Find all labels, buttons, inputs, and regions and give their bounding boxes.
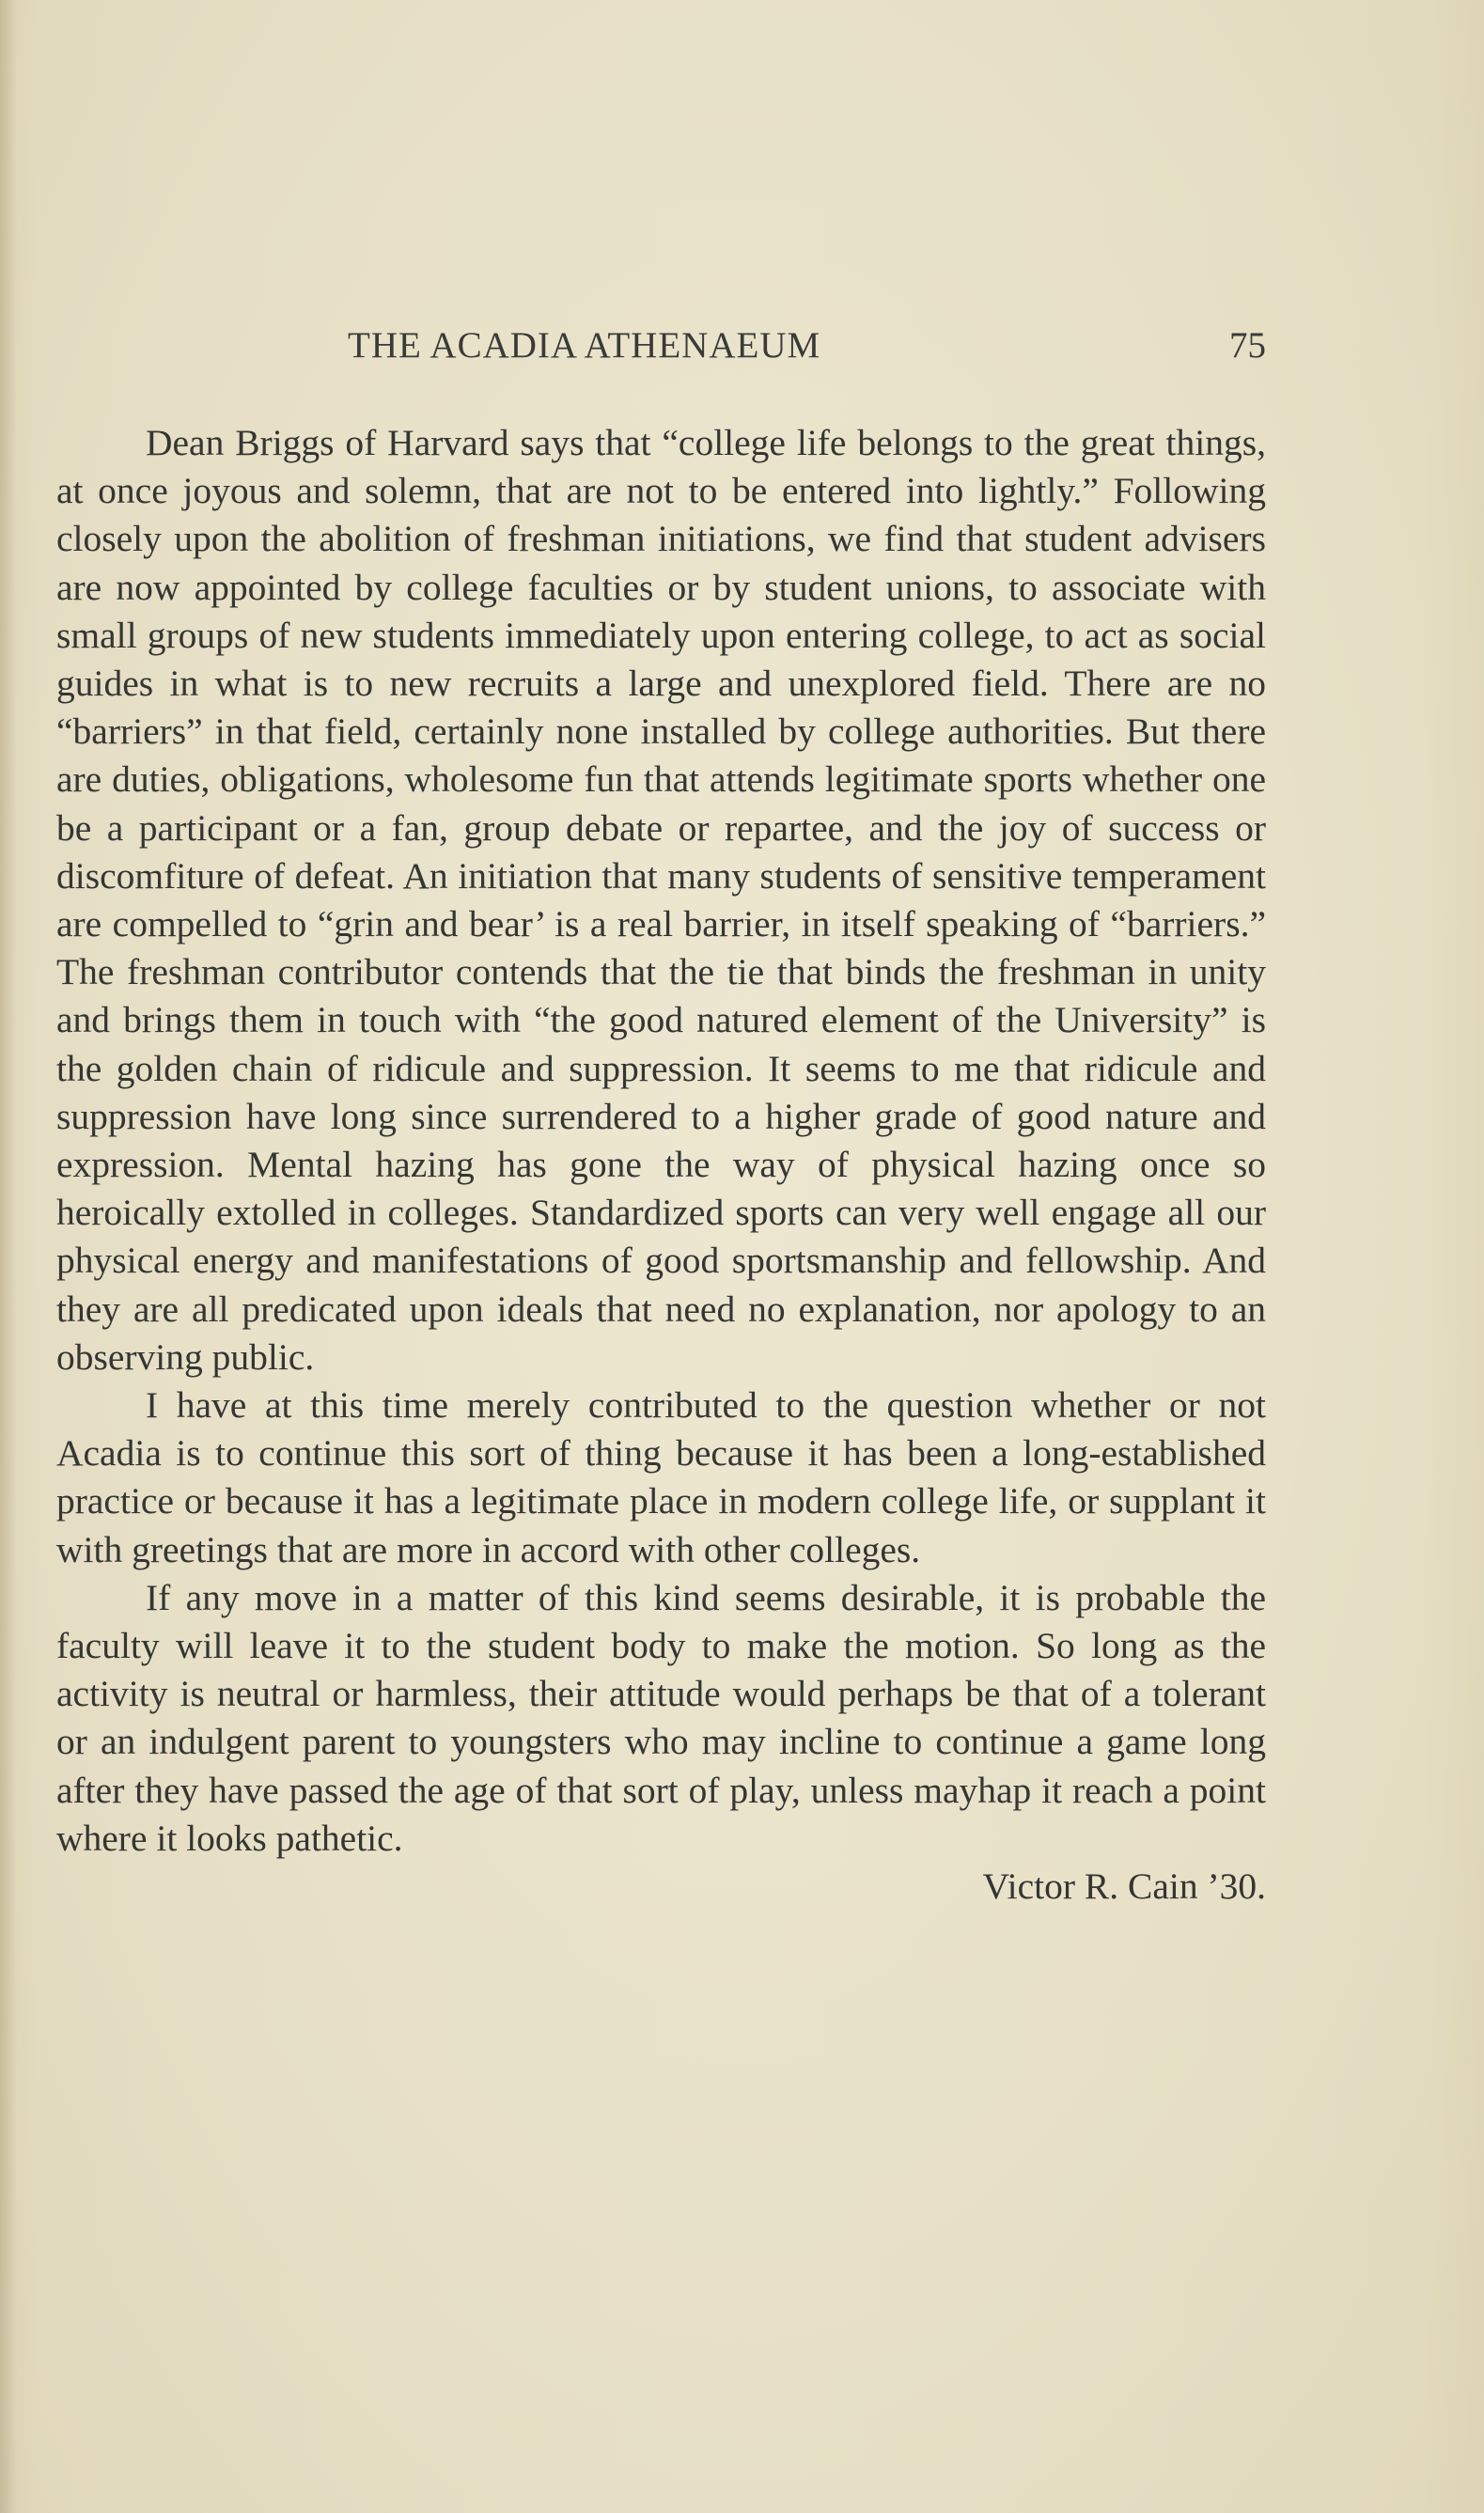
article-body — [56, 419, 1266, 1911]
page-edge-shadow — [0, 0, 17, 2513]
author-signature: Victor R. Cain ’30. — [982, 1865, 1266, 1908]
paragraph-1: Dean Briggs of Harvard says that “college life belongs to the great things, at once joyous and solemn, that are not to be entered into lightly.” Following closely upon the abolition of freshman initiations, we find that student advisers are now appointed by college faculties or by student unions, to associate with small groups of new students immediately upon entering college, to act as social guides in what is to new recruits a large and unexplored field. There are no “barriers” in that field, certainly none installed by college authorities. But there are duties, obligations, wholesome fun that attends legitimate sports whether one be a participant or a fan, group debate or repartee, and the joy of success or discomfiture of defeat. An initiation that many students of sensitive temperament are compelled to “grin and bear’ is a real barrier, in itself speaking of “barriers.” The freshman contributor contends that the tie that binds the freshman in unity and brings them in touch with “the good natured element of the University” is the golden chain of ridicule and suppression. It seems to me that ridicule and suppression have long since surrendered to a higher grade of good nature and expression. Mental hazing has gone the way of physical hazing once so heroically extolled in colleges. Standardized sports can very well engage all our physical energy and manifestations of good sportsmanship and fellowship. And they are all predicated upon ideals that need no explanation, nor apology to an observing public. — [56, 422, 1266, 1378]
page-number: 75 — [1229, 325, 1266, 366]
paragraph-2: I have at this time merely contributed to the question whether or not Acadia is to continue this sort of thing because it has been a long-established practice or because it has a legitimate place in modern college life, or supplant it with greetings that are more in accord with other colleges. — [56, 1384, 1266, 1570]
paragraph-3: If any move in a matter of this kind seems desirable, it is probable the faculty will leave it to the student body to make the motion. So long as the activity is neutral or harmless, their attitude would perhaps be that of a tolerant or an indulgent parent to youngsters who may incline to continue a game long after they have passed the age of that sort of play, unless mayhap it reach a point where it looks pathetic. — [56, 1576, 1266, 1859]
running-head — [56, 324, 1266, 381]
running-title: THE ACADIA ATHENAEUM — [348, 325, 821, 366]
